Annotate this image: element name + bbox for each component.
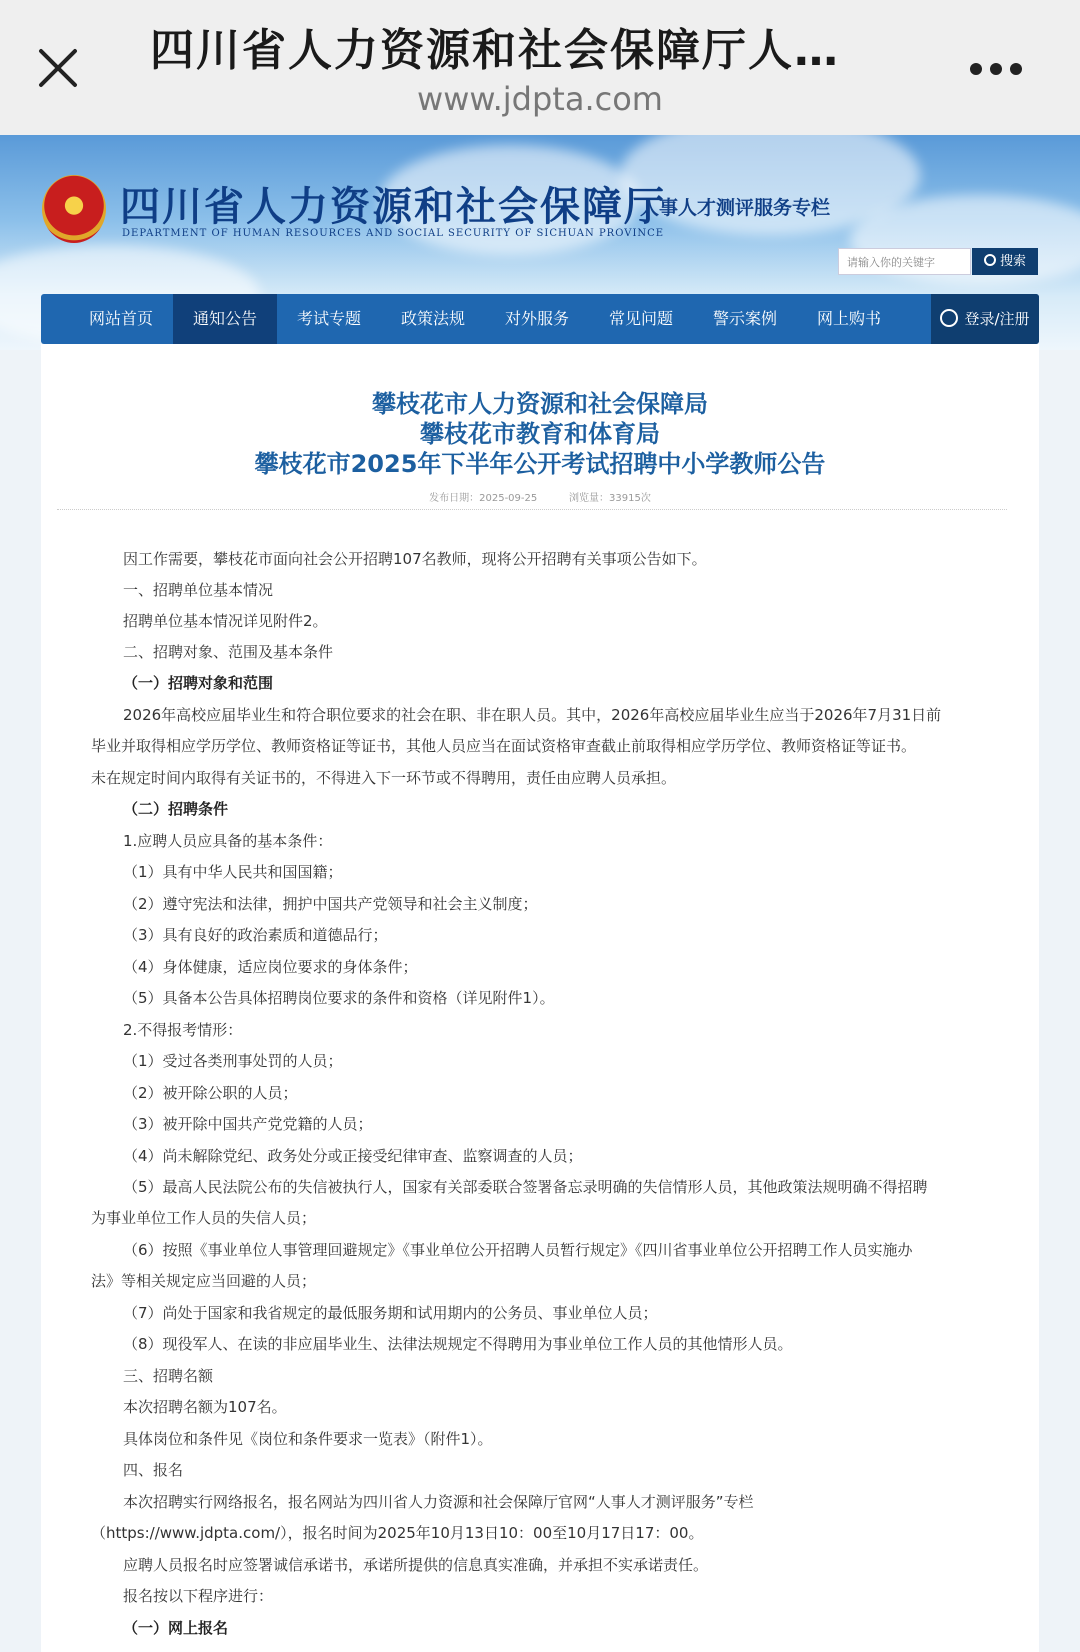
site-name-english: DEPARTMENT OF HUMAN RESOURCES AND SOCIAL SECURITY OF SICHUAN PROVINCE: [122, 228, 665, 239]
subsection-heading: （一）招聘对象和范围: [123, 674, 274, 692]
article-meta: 发布日期：2025-09-25 浏览量：33915次: [429, 493, 651, 504]
list-item: （3）具有良好的政治素质和道德品行；: [123, 926, 388, 944]
page-url: www.jdpta.com: [417, 80, 663, 118]
user-icon: [940, 309, 958, 327]
section-heading: 四、报名: [123, 1461, 184, 1479]
nav-item-services[interactable]: 对外服务: [504, 309, 569, 328]
publish-date: 2025-09-25: [479, 493, 538, 504]
paragraph: 具体岗位和条件见《岗位和条件要求一览表》（附件1）。: [123, 1430, 493, 1448]
nav-item-cases[interactable]: 警示案例: [712, 309, 777, 328]
nav-item-faq[interactable]: 常见问题: [608, 309, 673, 328]
search-button[interactable]: 搜索: [972, 248, 1038, 275]
paragraph: （https://www.jdpta.com/），报名时间为2025年10月13日10：00至10月17日17：00。: [91, 1524, 704, 1542]
page-title: 四川省人力资源和社会保障厅人…: [150, 25, 840, 76]
paragraph: 本次招聘实行网络报名，报名网站为四川省人力资源和社会保障厅官网“人事人才测评服务”专栏: [123, 1493, 754, 1511]
column-name: 人事人才测评服务专栏: [640, 197, 831, 219]
view-count: 33915次: [609, 493, 651, 504]
paragraph: 本次招聘名额为107名。: [123, 1398, 287, 1416]
more-options-icon[interactable]: [970, 60, 1030, 76]
paragraph: 1.应聘人员应具备的基本条件：: [123, 832, 333, 850]
paragraph: 2.不得报考情形：: [123, 1021, 243, 1039]
list-item: （6）按照《事业单位人事管理回避规定》《事业单位公开招聘人员暂行规定》《四川省事业单位公开招聘工作人员实施办: [123, 1241, 913, 1259]
nav-item-policies[interactable]: 政策法规: [400, 309, 465, 328]
nav-item-notices[interactable]: 通知公告: [173, 294, 277, 344]
search-icon: [984, 254, 996, 266]
subsection-heading: （一）网上报名: [123, 1619, 229, 1637]
list-item: （5）具备本公告具体招聘岗位要求的条件和资格（详见附件1）。: [123, 989, 555, 1007]
paragraph: 未在规定时间内取得有关证书的，不得进入下一环节或不得聘用，责任由应聘人员承担。: [91, 769, 677, 787]
divider: [57, 509, 1007, 510]
section-heading: 一、招聘单位基本情况: [123, 581, 274, 599]
paragraph: 招聘单位基本情况详见附件2。: [123, 612, 328, 630]
list-item: （2）被开除公职的人员；: [123, 1084, 298, 1102]
paragraph: 报名按以下程序进行：: [123, 1587, 274, 1605]
article-title-line-2: 攀枝花市教育和体育局: [420, 420, 660, 448]
nav-item-home[interactable]: 网站首页: [88, 309, 153, 328]
browser-top-bar: [0, 0, 1080, 135]
paragraph: 2026年高校应届毕业生和符合职位要求的社会在职、非在职人员。其中，2026年高校应届毕业生应当于2026年7月31日前: [123, 706, 942, 724]
paragraph: 毕业并取得相应学历学位、教师资格证等证书，其他人员应当在面试资格审查截止前取得相应学历学位、教师资格证等证书。: [91, 737, 917, 755]
list-item: （4）尚未解除党纪、政务处分或正接受纪律审查、监察调查的人员；: [123, 1147, 583, 1165]
section-heading: 二、招聘对象、范围及基本条件: [123, 643, 334, 661]
paragraph: 因工作需要，攀枝花市面向社会公开招聘107名教师，现将公开招聘有关事项公告如下。: [123, 550, 707, 568]
list-item: （7）尚处于国家和我省规定的最低服务期和试用期内的公务员、事业单位人员；: [123, 1304, 658, 1322]
national-emblem-icon: [42, 175, 106, 243]
nav-item-exams[interactable]: 考试专题: [296, 309, 361, 328]
list-item: （2）遵守宪法和法律，拥护中国共产党领导和社会主义制度；: [123, 895, 538, 913]
article-container: [41, 344, 1039, 1652]
list-item: （1）具有中华人民共和国国籍；: [123, 863, 343, 881]
list-item: （5）最高人民法院公布的失信被执行人，国家有关部委联合签署备忘录明确的失信情形人员，其他政策法规明确不得招聘: [123, 1178, 928, 1196]
subsection-heading: （二）招聘条件: [123, 800, 229, 818]
paragraph: 应聘人员报名时应签署诚信承诺书，承诺所提供的信息真实准确，并承担不实承诺责任。: [123, 1556, 709, 1574]
main-nav: [41, 294, 1039, 344]
list-item: （3）被开除中国共产党党籍的人员；: [123, 1115, 373, 1133]
login-button[interactable]: 登录/注册: [931, 294, 1039, 344]
list-item: 法》等相关规定应当回避的人员；: [91, 1272, 317, 1290]
article-title-line-3: 攀枝花市2025年下半年公开考试招聘中小学教师公告: [254, 450, 826, 478]
list-item: 为事业单位工作人员的失信人员；: [91, 1209, 317, 1227]
list-item: （8）现役军人、在读的非应届毕业生、法律法规规定不得聘用为事业单位工作人员的其他情形人员。: [123, 1335, 793, 1353]
search-input[interactable]: 请输入你的关键字: [838, 248, 971, 275]
article-title-line-1: 攀枝花市人力资源和社会保障局: [372, 390, 708, 418]
site-name: 四川省人力资源和社会保障厅: [120, 183, 666, 230]
nav-item-books[interactable]: 网上购书: [816, 309, 881, 328]
list-item: （1）受过各类刑事处罚的人员；: [123, 1052, 343, 1070]
section-heading: 三、招聘名额: [123, 1367, 214, 1385]
list-item: （4）身体健康，适应岗位要求的身体条件；: [123, 958, 418, 976]
